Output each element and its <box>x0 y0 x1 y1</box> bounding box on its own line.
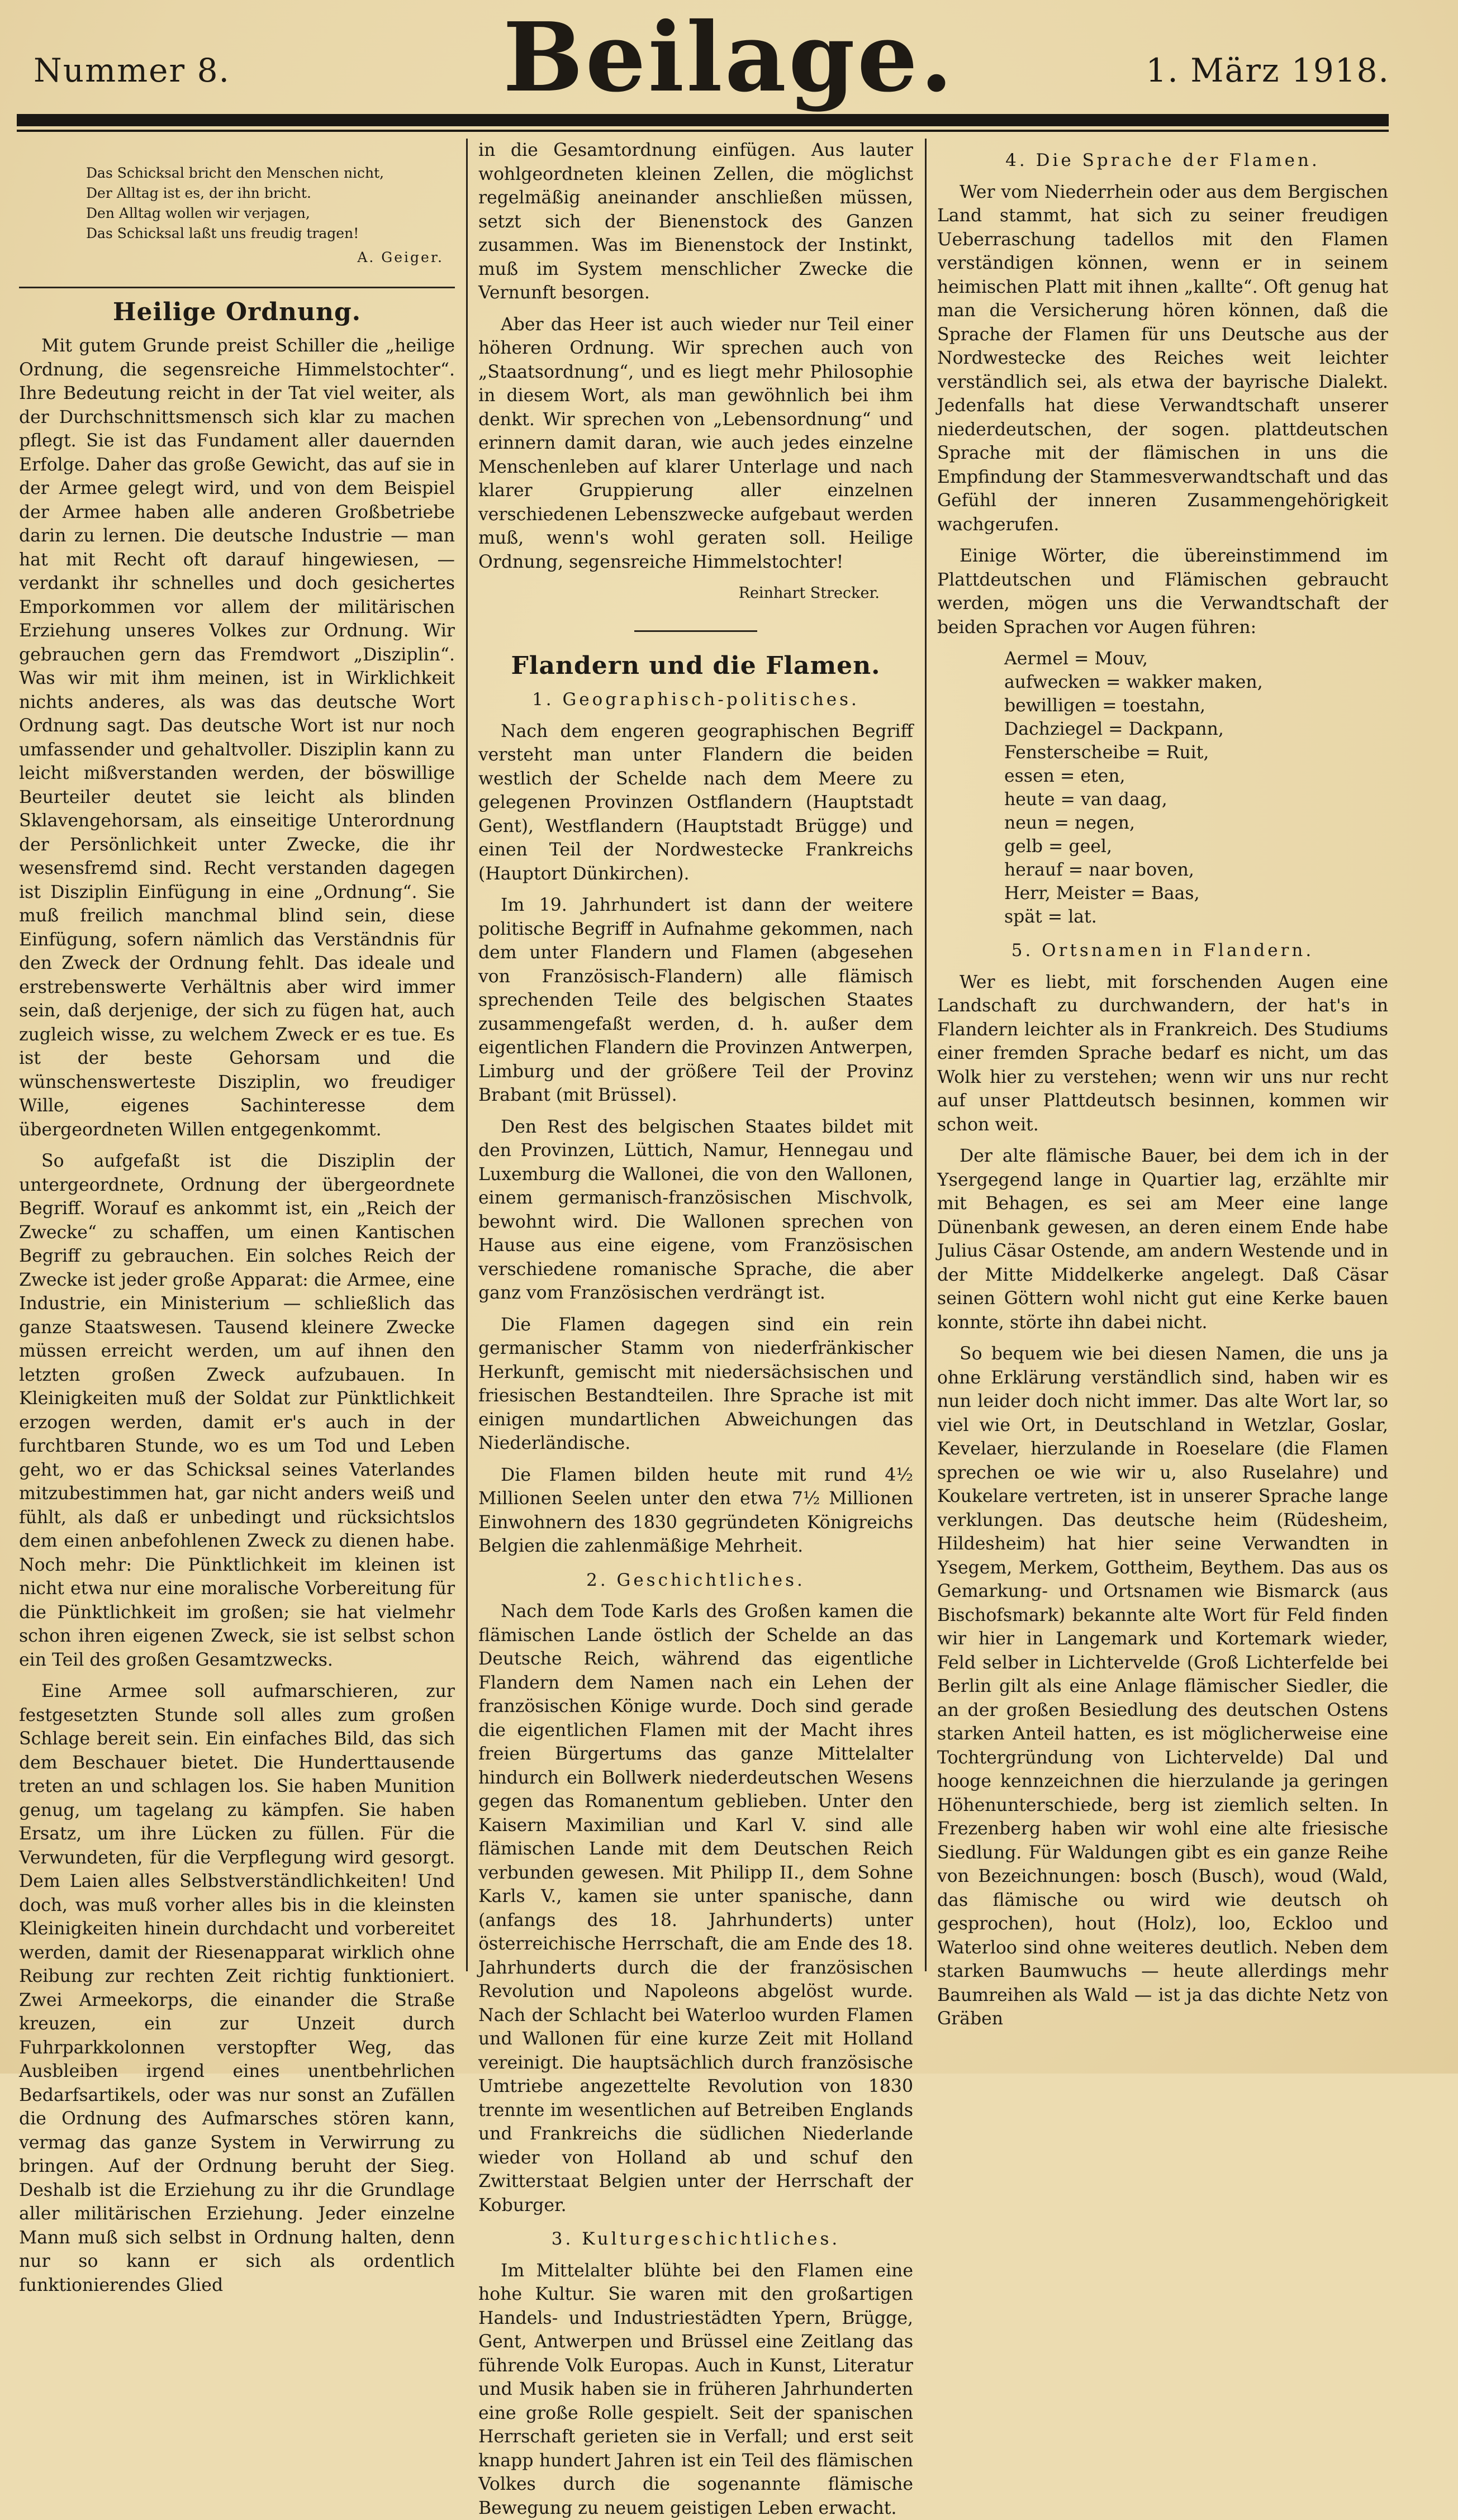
paragraph: Eine Armee soll aufmarschieren, zur festgesetzten Stunde soll alles zum großen Schlage bereit sein. Ein einfaches Bild, das sich dem Beschauer bietet. Die Hunderttausende treten an und schlagen los. Sie haben Munition genug, um tagelang zu kämpfen. Sie haben Ersatz, um ihre Lücken zu füllen. Für die Verwundeten, für die Verpflegung wird gesorgt. Dem Laien alles Selbstverständlichkeiten! Und doch, was muß vorher alles bis in die kleinsten Kleinigkeiten hinein durchdacht und vorbereitet werden, damit der Riesenapparat wirklich ohne Reibung zur rechten Zeit richtig funktioniert. Zwei Armeekorps, die einander die Straße kreuzen, ein zur Unzeit durch Fuhrparkkolonnen verstopfter Weg, das Ausbleiben irgend eines unentbehrlichen Bedarfsartikels, oder was nur sonst an Zufällen die Ordnung des Aufmarsches stören kann, vermag das ganze System in Verwirrung zu bringen. Auf der Ordnung beruht der Sieg. Deshalb ist die Erziehung zu ihr die Grundlage aller militärischen Erziehung. Jeder einzelne Mann muß sich selbst in Ordnung halten, denn nur so kann er sich als ordentlich funktionierendes Glied <box>19 1680 455 2297</box>
article-signature: Reinhart Strecker. <box>478 582 913 606</box>
word-pair: neun = negen, <box>1004 811 1388 835</box>
word-pair: herauf = naar boven, <box>1004 858 1388 882</box>
paragraph: Wer es liebt, mit forschenden Augen eine Landschaft zu durchwandern, der hat's in Flandern leichter als in Frankreich. Des Studiums einer fremden Sprache bedarf es nicht, um das Wolk hier zu verstehen; wenn wir uns nur recht auf unser Plattdeutsch besinnen, kommen wir schon weit. <box>937 971 1388 1137</box>
issue-date: 1. März 1918. <box>1146 51 1390 89</box>
column-divider <box>466 139 468 1971</box>
word-pair: bewilligen = toestahn, <box>1004 694 1388 717</box>
divider <box>634 630 757 632</box>
word-pair: gelb = geel, <box>1004 835 1388 858</box>
column-1 <box>19 139 455 2044</box>
paragraph: So bequem wie bei diesen Namen, die uns ja ohne Erklärung verständlich sind, haben wir es nun leider doch nicht immer. Das alte Wort lar, so viel wie Ort, in Deutschland in Wetzlar, Goslar, Kevelaer, hierzulande in Roeselare (die Flamen sprechen oe wie wir u, also Ruselahre) und Koukelare vertreten, ist in unserer Sprache lange verklungen. Das deutsche heim (Rüdesheim, Hildesheim) hat hier seine Verwandten in Ysegem, Merkem, Gottheim, Beythem. Das aus os Gemarkung- und Ortsnamen wie Bismarck (aus Bischofsmark) bekannte alte Wort für Feld finden wir hier in Langemark und Kortemark wieder, Feld selber in Lichtervelde (Groß Lichterfelde bei Berlin gilt als eine Anlage flämischer Siedler, die an der großen Besiedlung des deutschen Ostens starken Anteil hatten, es ist möglicherweise eine Tochtergründung von Lichtervelde) Dal und hooge kennzeichnen die hierzulande ja geringen Höhenunterschiede, berg ist ziemlich selten. In Frezenberg haben wir wohl eine alte friesische Siedlung. Für Waldungen gibt es ein ganze Reihe von Bezeichnungen: bosch (Busch), woud (Wald, das flämische ou wird wie deutsch oh gesprochen), hout (Holz), loo, Eckloo und Waterloo sind ohne weiteres deutlich. Neben dem starken Baumwuchs — heute allerdings mehr Baumreihen als Wald — ist ja das dichte Netz von Gräben <box>937 1342 1388 2031</box>
section-heading: 2. Geschichtliches. <box>478 1568 913 1592</box>
word-pair: spät = lat. <box>1004 905 1388 929</box>
paragraph: Nach dem Tode Karls des Großen kamen die flämischen Lande östlich der Schelde an das Deutsche Reich, während das eigentliche Flandern dem Namen nach ein Lehen der französischen Könige wurde. Doch sind gerade die eigentlichen Flamen mit der Macht ihres freien Bürgertums das ganze Mittelalter hindurch ein Bollwerk niederdeutschen Wesens gegen das Romanentum geblieben. Unter den Kaisern Maximilian und Karl V. sind alle flämischen Lande mit dem Deutschen Reich verbunden gewesen. Mit Philipp II., dem Sohne Karls V., kamen sie unter spanische, dann (anfangs des 18. Jahrhunderts) unter österreichische Herrschaft, die am Ende des 18. Jahrhunderts durch die der französischen Revolution und Napoleons abgelöst wurde. Nach der Schlacht bei Waterloo wurden Flamen und Wallonen für eine kurze Zeit mit Holland vereinigt. Die hauptsächlich durch französische Umtriebe angezettelte Revolution von 1830 trennte im wesentlichen auf Betreiben Englands und Frankreichs die südlichen Niederlande wieder von Holland ab und schuf den Zwitterstaat Belgien unter der Herrschaft der Koburger. <box>478 1600 913 2217</box>
poem-line: Der Alltag ist es, der ihn bricht. <box>86 183 455 203</box>
word-pair: Aermel = Mouv, <box>1004 647 1388 671</box>
paragraph: Die Flamen dagegen sind ein rein germanischer Stamm von niederfränkischer Herkunft, gemischt mit niedersächsischen und friesischen Bestandteilen. Ihre Sprache ist mit einigen mundartlichen Abweichungen das Niederländische. <box>478 1313 913 1456</box>
poem-line: Das Schicksal bricht den Menschen nicht, <box>86 163 455 183</box>
paragraph: Im Mittelalter blühte bei den Flamen eine hohe Kultur. Sie waren mit den großartigen Handels- und Industriestädten Ypern, Brügge, Gent, Antwerpen und Brüssel eine Zeitlang das führende Volk Europas. Auch in Kunst, Literatur und Musik haben sie in früheren Jahrhunderten eine große Rolle gespielt. Seit der spanischen Herrschaft gerieten sie in Verfall; und erst seit knapp hundert Jahren ist ein Teil des flämischen Volkes durch die sogenannte flämische Bewegung zu neuem geistigen Leben erwacht. <box>478 2259 913 2520</box>
word-pair: Fensterscheibe = Ruit, <box>1004 741 1388 764</box>
word-pair: heute = van daag, <box>1004 788 1388 811</box>
word-pair: essen = eten, <box>1004 764 1388 788</box>
page-title: Beilage. <box>0 10 1458 105</box>
masthead-rule <box>17 114 1389 126</box>
poem-line: Das Schicksal laßt uns freudig tragen! <box>86 224 455 244</box>
paragraph: Wer vom Niederrhein oder aus dem Bergischen Land stammt, hat sich zu seiner freudigen Ueberraschung tadellos mit den Flamen verständigen können, wenn er in seinem heimischen Platt mit ihnen „kallte“. Oft genug hat man die Versicherung hören können, daß die Sprache der Flamen für uns Deutsche aus der Nordwestecke des Reiches weit leichter verständlich sei, als etwa der bayrische Dialekt. Jedenfalls hat diese Verwandtschaft unserer niederdeutschen, der sogen. plattdeutschen Sprache mit der flämischen in uns die Empfindung der Stammesverwandtschaft und das Gefühl der inneren Zusammengehörigkeit wachgerufen. <box>937 180 1388 537</box>
paragraph: in die Gesamtordnung einfügen. Aus lauter wohlgeordneten kleinen Zellen, die möglichst regelmäßig aneinander anschließen müssen, setzt sich der Bienenstock des Ganzen zusammen. Was im Bienenstock der Instinkt, muß im System menschlicher Zwecke die Vernunft besorgen. <box>478 139 913 305</box>
column-divider <box>925 139 927 1971</box>
article-title: Heilige Ordnung. <box>19 301 455 325</box>
paragraph: Nach dem engeren geographischen Begriff versteht man unter Flandern die beiden westlich der Schelde nach dem Meere zu gelegenen Provinzen Ostflandern (Hauptstadt Gent), Westflandern (Hauptstadt Brügge) und einen Teil der Nordwestecke Frankreichs (Hauptort Dünkirchen). <box>478 720 913 886</box>
paragraph: Mit gutem Grunde preist Schiller die „heilige Ordnung, die segensreiche Himmelstochter“. Ihre Bedeutung reicht in der Tat viel weiter, als der Durchschnittsmensch sich klar zu machen pflegt. Sie ist das Fundament aller dauernden Erfolge. Daher das große Gewicht, das auf sie in der Armee gelegt wird, und von dem Beispiel der Armee haben alle anderen Großbetriebe darin zu lernen. Die deutsche Industrie — man hat mit Recht oft darauf hingewiesen, — verdankt ihr schnelles und doch gesichertes Emporkommen vor allem der militärischen Erziehung unseres Volkes zur Ordnung. Wir gebrauchen gern das Fremdwort „Disziplin“. Was wir mit ihm meinen, ist in Wirklichkeit nichts anderes, als was das deutsche Wort Ordnung sagt. Das deutsche Wort ist nur noch umfassender und gehaltvoller. Disziplin kann zu leicht mißverstanden werden, der böswillige Beurteiler deutet sie leicht als blinden Sklavengehorsam, als einseitige Unterordnung der Persönlichkeit unter Zwecke, die ihr wesensfremd sind. Recht verstanden dagegen ist Disziplin Einfügung in eine „Ordnung“. Sie muß freilich manchmal blind sein, diese Einfügung, sofern nämlich das Verständnis für den Zweck der Ordnung fehlt. Das ideale und erstrebenswerte Verhältnis aber wird immer sein, daß derjenige, der sich zu fügen hat, auch zugleich wisse, zu welchem Zweck er es tue. Es ist der beste Gehorsam und die wünschenswerteste Disziplin, wo freudiger Wille, eigenes Sachinteresse dem übergeordneten Willen entgegenkommt. <box>19 334 455 1142</box>
poem-author: A. Geiger. <box>19 246 455 270</box>
divider <box>19 287 455 288</box>
section-heading: 3. Kulturgeschichtliches. <box>478 2227 913 2251</box>
section-heading: 4. Die Sprache der Flamen. <box>937 149 1388 173</box>
section-heading: 1. Geographisch-politisches. <box>478 688 913 712</box>
column-2 <box>478 139 913 2044</box>
word-list <box>1004 647 1388 929</box>
article-title: Flandern und die Flamen. <box>478 654 913 678</box>
section-heading: 5. Ortsnamen in Flandern. <box>937 939 1388 963</box>
paragraph: Einige Wörter, die übereinstimmend im Plattdeutschen und Flämischen gebraucht werden, mögen uns die Verwandtschaft der beiden Sprachen vor Augen führen: <box>937 544 1388 639</box>
word-pair: Herr, Meister = Baas, <box>1004 882 1388 905</box>
paragraph: Der alte flämische Bauer, bei dem ich in der Ysergegend lange in Quartier lag, erzählte mir mit Behagen, es sei am Meer eine lange Dünenbank gewesen, an deren einem Ende habe Julius Cäsar Ostende, am andern Westende und in der Mitte Middelkerke angelegt. Daß Cäsar seinen Göttern wohl nicht gut eine Kerke bauen konnte, störte ihn dabei nicht. <box>937 1144 1388 1334</box>
masthead-rule-thin <box>17 130 1389 132</box>
poem-line: Den Alltag wollen wir verjagen, <box>86 203 455 224</box>
column-3 <box>937 139 1388 2044</box>
paragraph: Den Rest des belgischen Staates bildet mit den Provinzen, Lüttich, Namur, Hennegau und Luxemburg die Wallonei, die von den Wallonen, einem germanisch-französischen Mischvolk, bewohnt wird. Die Wallonen sprechen von Hause aus eine eigene, vom Französischen verschiedene romanische Sprache, die aber ganz vom Französischen verdrängt ist. <box>478 1115 913 1305</box>
paragraph: Aber das Heer ist auch wieder nur Teil einer höheren Ordnung. Wir sprechen auch von „Staatsordnung“, und es liegt mehr Philosophie in diesem Wort, als man gewöhnlich bei ihm denkt. Wir sprechen von „Lebensordnung“ und erinnern damit daran, wie auch jedes einzelne Menschenleben auf klarer Unterlage und nach klarer Gruppierung aller einzelnen verschiedenen Lebenszwecke aufgebaut werden muß, wenn's wohl geraten soll. Heilige Ordnung, segensreiche Himmelstochter! <box>478 313 913 574</box>
paragraph: Die Flamen bilden heute mit rund 4½ Millionen Seelen unter den etwa 7½ Millionen Einwohnern des 1830 gegründeten Königreichs Belgien die zahlenmäßige Mehrheit. <box>478 1463 913 1558</box>
paragraph: Im 19. Jahrhundert ist dann der weitere politische Begriff in Aufnahme gekommen, nach dem unter Flandern und Flamen (abgesehen von Französisch-Flandern) alle flämisch sprechenden Teile des belgischen Staates zusammengefaßt werden, d. h. außer dem eigentlichen Flandern die Provinzen Antwerpen, Limburg und der größere Teil der Provinz Brabant (mit Brüssel). <box>478 893 913 1107</box>
paragraph: So aufgefaßt ist die Disziplin der untergeordnete, Ordnung der übergeordnete Begriff. Worauf es ankommt ist, ein „Reich der Zwecke“ zu schaffen, um einen Kantischen Begriff zu gebrauchen. Ein solches Reich der Zwecke ist jeder große Apparat: die Armee, eine Industrie, ein Ministerium — schließlich das ganze Staatswesen. Tausend kleinere Zwecke müssen erreicht werden, um auf ihnen den letzten großen Zweck aufzubauen. In Kleinigkeiten muß der Soldat zur Pünktlichkeit erzogen werden, damit er's auch in der furchtbaren Stunde, wo es um Tod und Leben geht, wo er das Schicksal seines Vaterlandes mitzubestimmen hat, gar nicht anders weiß und fühlt, als daß er unbedingt und rücksichtslos dem einen anbefohlenen Zweck zu dienen habe. Noch mehr: Die Pünktlichkeit im kleinen ist nicht etwa nur eine moralische Vorbereitung für die Pünktlichkeit im großen; sie hat vielmehr schon ihren eigenen Zweck, sie ist selbst schon ein Teil des großen Gesamtzwecks. <box>19 1149 455 1672</box>
word-pair: Dachziegel = Dackpann, <box>1004 717 1388 741</box>
issue-number: Nummer 8. <box>34 51 230 89</box>
word-pair: aufwecken = wakker maken, <box>1004 671 1388 694</box>
poem <box>86 163 455 244</box>
